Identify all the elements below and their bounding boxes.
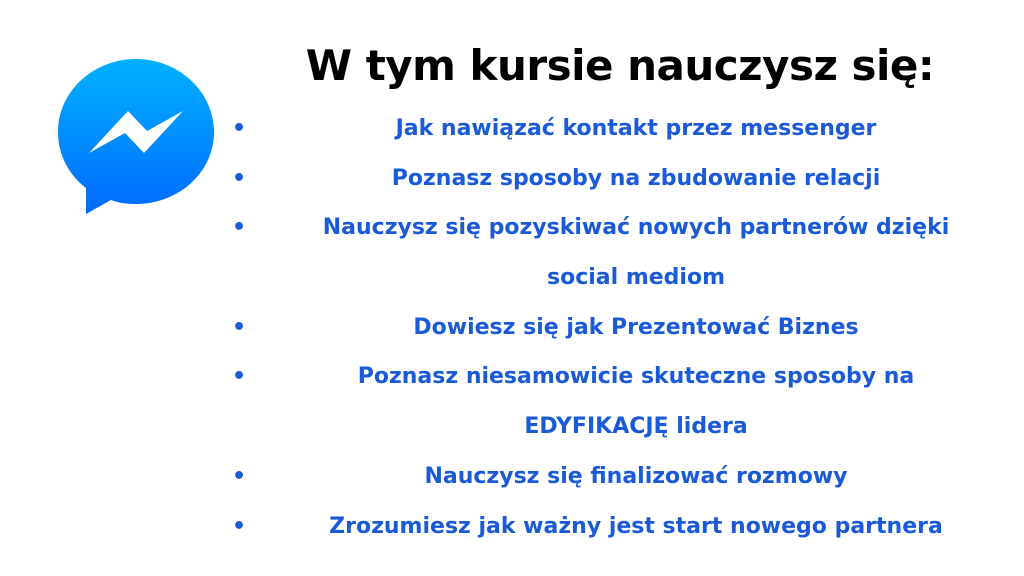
messenger-logo-icon — [56, 57, 216, 217]
page-title: W tym kursie nauczysz się: — [305, 41, 935, 90]
bullet-icon: • — [232, 215, 247, 241]
list-item — [228, 303, 1018, 353]
list-item — [228, 352, 1018, 402]
list-item-text: social mediom — [546, 265, 725, 291]
bullet-icon: • — [232, 364, 247, 390]
bullet-icon: • — [232, 314, 247, 340]
list-item-text: EDYFIKACJĘ lidera — [524, 414, 748, 440]
bullet-icon: • — [232, 513, 247, 539]
list-item-text: Poznasz sposoby na zbudowanie relacji — [391, 165, 881, 191]
list-item-text: Nauczysz się finalizować rozmowy — [424, 463, 848, 489]
list-item — [228, 104, 1018, 154]
list-item-text: Poznasz niesamowicie skuteczne sposoby na — [357, 364, 915, 390]
list-item — [228, 502, 1018, 552]
bullet-icon: • — [232, 165, 247, 191]
list-item — [228, 154, 1018, 204]
list-item-text: Jak nawiązać kontakt przez messenger — [395, 116, 877, 141]
list-item-text: Dowiesz się jak Prezentować Biznes — [413, 314, 859, 340]
list-item — [228, 203, 1018, 253]
list-item-continuation — [228, 402, 1018, 452]
course-topics-list — [228, 104, 1018, 551]
bullet-icon: • — [232, 116, 247, 141]
list-item-text: Zrozumiesz jak ważny jest start nowego partnera — [329, 513, 943, 539]
list-item — [228, 452, 1018, 502]
list-item-continuation — [228, 253, 1018, 303]
list-item-text: Nauczysz się pozyskiwać nowych partnerów dzięki — [322, 215, 950, 241]
bullet-icon: • — [232, 463, 247, 489]
